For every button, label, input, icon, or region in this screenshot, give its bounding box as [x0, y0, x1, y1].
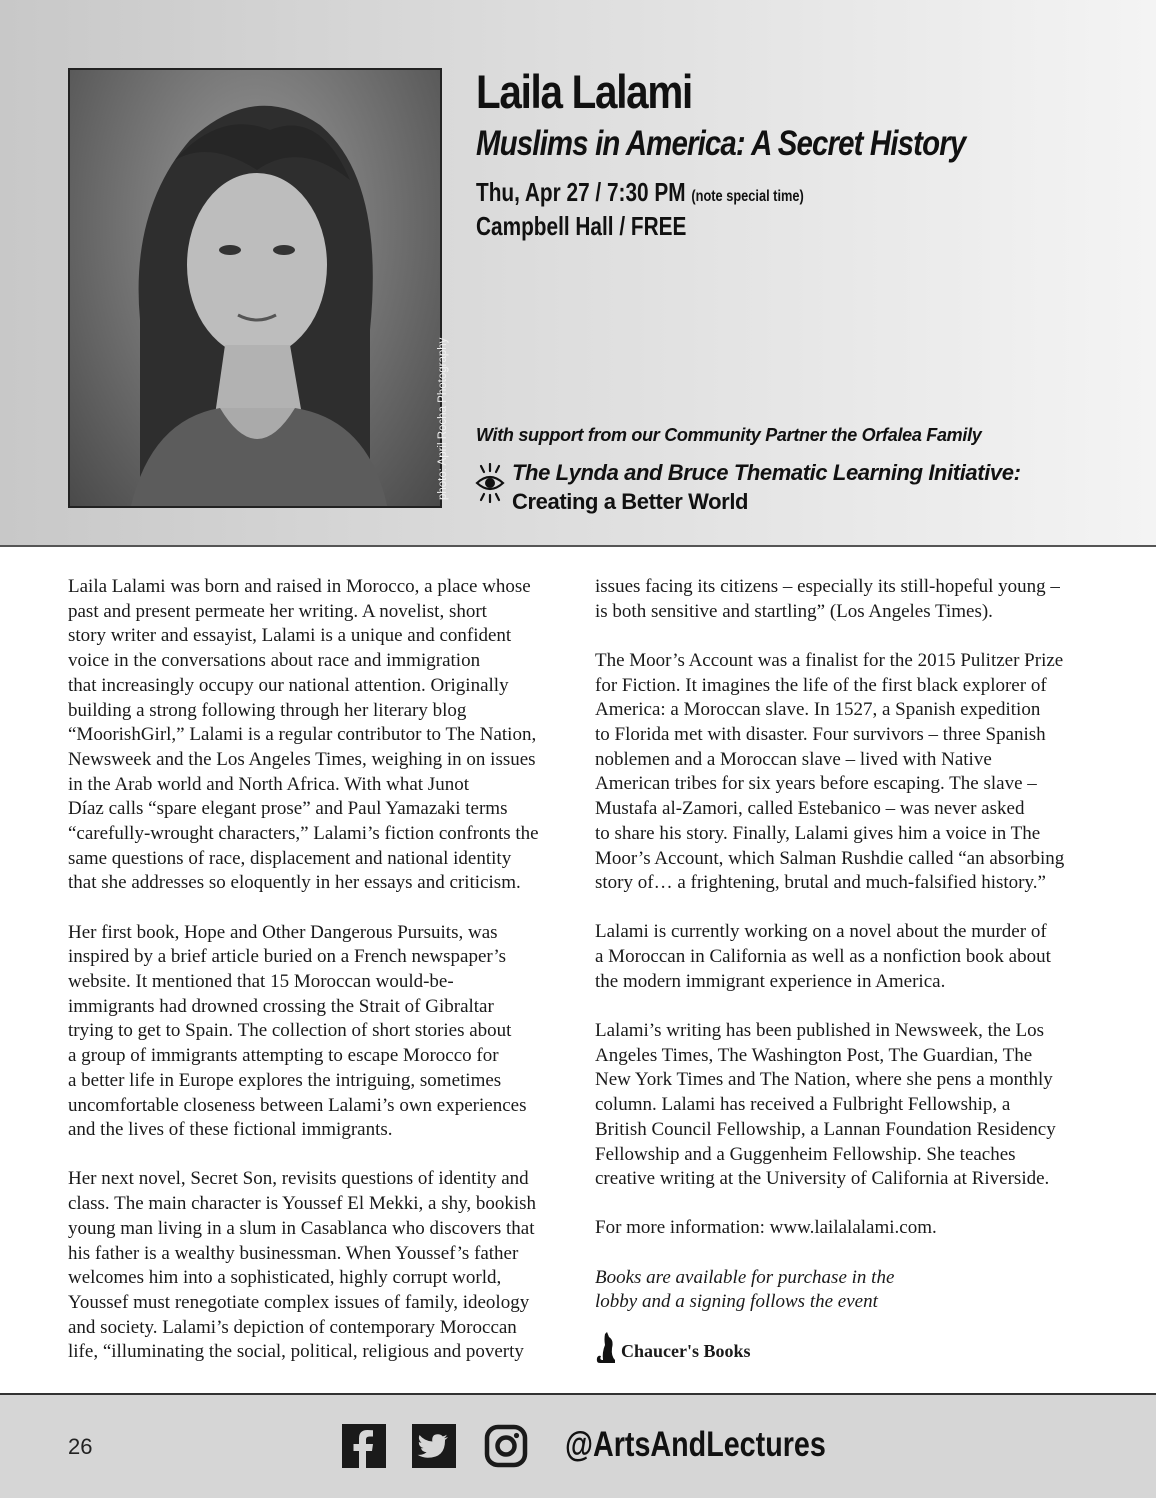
text-line: Fellowship and a Guggenheim Fellowship. She teaches — [595, 1143, 1016, 1165]
text-line: to share his story. Finally, Lalami gives him a voice in The — [595, 822, 1041, 844]
text-line: Lalami is currently working on a novel about the murder of — [595, 921, 1047, 943]
text-line: a Moroccan in California as well as a nonfiction book about — [595, 946, 1051, 968]
text-line: Books are available for purchase in the — [595, 1266, 895, 1288]
text-line: the modern immigrant experience in America. — [595, 970, 946, 992]
text-line: life, “illuminating the social, political, religious and poverty — [68, 1341, 524, 1363]
event-venue: Campbell Hall / FREE — [476, 211, 687, 241]
text-line: Moor’s Account, which Salman Rushdie called “an absorbing — [595, 847, 1065, 869]
cat-logo-icon — [595, 1330, 617, 1364]
text-line: Díaz calls “spare elegant prose” and Paul Yamazaki terms — [68, 798, 508, 820]
text-line: column. Lalami has received a Fulbright Fellowship, a — [595, 1094, 1011, 1116]
text-line: welcomes him into a sophisticated, highly corrupt world, — [68, 1267, 502, 1289]
instagram-icon[interactable] — [484, 1424, 528, 1468]
text-line: Angeles Times, The Washington Post, The Guardian, The — [595, 1044, 1033, 1066]
text-line: a group of immigrants attempting to escape Morocco for — [68, 1045, 499, 1067]
text-line: building a strong following through her literary blog — [68, 699, 467, 721]
text-line: New York Times and The Nation, where she pens a monthly — [595, 1069, 1053, 1091]
text-line: America: a Moroccan slave. In 1527, a Spanish expedition — [595, 699, 1041, 721]
initiative-title: The Lynda and Bruce Thematic Learning Initiative: — [512, 460, 1021, 485]
text-line: that she addresses so eloquently in her essays and criticism. — [68, 872, 521, 894]
text-line: that increasingly occupy our national attention. Originally — [68, 674, 509, 696]
social-handle[interactable]: @ArtsAndLectures — [565, 1425, 826, 1464]
photo-credit: photo: April Rocha Photography — [437, 337, 449, 500]
text-line: story writer and essayist, Lalami is a unique and confident — [68, 625, 512, 647]
text-line: same questions of race, displacement and national identity — [68, 847, 512, 869]
date-time-text: Thu, Apr 27 / 7:30 PM — [476, 177, 686, 207]
text-line: For more information: www.lailalalami.com. — [595, 1217, 937, 1239]
time-note: (note special time) — [691, 188, 804, 205]
text-line: young man living in a slum in Casablanca who discovers that — [68, 1217, 535, 1239]
facebook-icon[interactable] — [342, 1424, 386, 1468]
body-left-column — [68, 575, 568, 1390]
text-line: noblemen and a Moroccan slave – lived with Native — [595, 748, 992, 770]
body-paragraph — [595, 1019, 1085, 1192]
text-line: for Fiction. It imagines the life of the first black explorer of — [595, 674, 1047, 696]
text-line: in the Arab world and North Africa. With what Junot — [68, 773, 469, 795]
body-paragraph — [68, 575, 568, 896]
text-line: Her first book, Hope and Other Dangerous Pursuits, was — [68, 921, 498, 943]
body-paragraph — [68, 921, 568, 1143]
eye-logo-icon — [474, 463, 506, 503]
books-note — [595, 1266, 1085, 1315]
text-line: is both sensitive and startling” (Los Angeles Times). — [595, 600, 993, 622]
text-line: to Florida met with disaster. Four survivors – three Spanish — [595, 724, 1046, 746]
text-line: Her next novel, Secret Son, revisits questions of identity and — [68, 1168, 529, 1190]
text-line: story of… a frightening, brutal and much-falsified history.” — [595, 872, 1046, 894]
body-paragraph — [595, 649, 1085, 896]
text-line: The Moor’s Account was a finalist for the 2015 Pulitzer Prize — [595, 649, 1064, 671]
event-header — [0, 0, 1156, 547]
bookseller-name: Chaucer's Books — [621, 1340, 751, 1361]
body-right-column — [595, 575, 1085, 1364]
body-paragraph — [68, 1167, 568, 1365]
text-line: issues facing its citizens – especially its still-hopeful young – — [595, 576, 1060, 597]
support-line: With support from our Community Partner the Orfalea Family — [476, 425, 982, 445]
event-date-time — [476, 177, 804, 208]
body-paragraph — [595, 920, 1085, 994]
body-paragraph — [595, 575, 1085, 624]
text-line: American tribes for six years before escaping. The slave – — [595, 773, 1037, 795]
text-line: immigrants had drowned crossing the Strait of Gibraltar — [68, 995, 494, 1017]
text-line: Newsweek and the Los Angeles Times, weighing in on issues — [68, 748, 536, 770]
text-line: uncomfortable closeness between Lalami’s own experiences — [68, 1094, 527, 1116]
text-line: Youssef must renegotiate complex issues of family, ideology — [68, 1291, 530, 1313]
talk-title: Muslims in America: A Secret History — [476, 124, 966, 163]
text-line: class. The main character is Youssef El Mekki, a shy, bookish — [68, 1193, 537, 1215]
twitter-icon[interactable] — [412, 1424, 456, 1468]
text-line: and the lives of these fictional immigrants. — [68, 1119, 393, 1141]
text-line: Laila Lalami was born and raised in Morocco, a place whose — [68, 576, 531, 597]
text-line: Mustafa al-Zamori, called Estebanico – was never asked — [595, 798, 1025, 820]
page-number: 26 — [68, 1434, 93, 1459]
text-line: creative writing at the University of California at Riverside. — [595, 1168, 1050, 1190]
text-line: “MoorishGirl,” Lalami is a regular contributor to The Nation, — [68, 724, 537, 746]
speaker-photo — [68, 68, 442, 508]
text-line: inspired by a brief article buried on a French newspaper’s — [68, 946, 507, 968]
text-line: a better life in Europe explores the intriguing, sometimes — [68, 1069, 502, 1091]
text-line: past and present permeate her writing. A novelist, short — [68, 600, 487, 622]
text-line: trying to get to Spain. The collection of short stories about — [68, 1020, 512, 1042]
text-line: Lalami’s writing has been published in Newsweek, the Los — [595, 1020, 1045, 1042]
initiative-subtitle: Creating a Better World — [512, 489, 749, 514]
text-line: voice in the conversations about race and immigration — [68, 650, 481, 672]
bookseller-credit — [595, 1330, 1085, 1364]
body-paragraph — [595, 1216, 1085, 1241]
text-line: “carefully-wrought characters,” Lalami’s fiction confronts the — [68, 823, 539, 845]
text-line: website. It mentioned that 15 Moroccan would-be- — [68, 971, 454, 993]
text-line: British Council Fellowship, a Lannan Foundation Residency — [595, 1118, 1056, 1140]
text-line: and society. Lalami’s depiction of contemporary Moroccan — [68, 1316, 517, 1338]
speaker-name: Laila Lalami — [476, 65, 692, 118]
text-line: lobby and a signing follows the event — [595, 1291, 878, 1313]
text-line: his father is a wealthy businessman. When Youssef’s father — [68, 1242, 519, 1264]
